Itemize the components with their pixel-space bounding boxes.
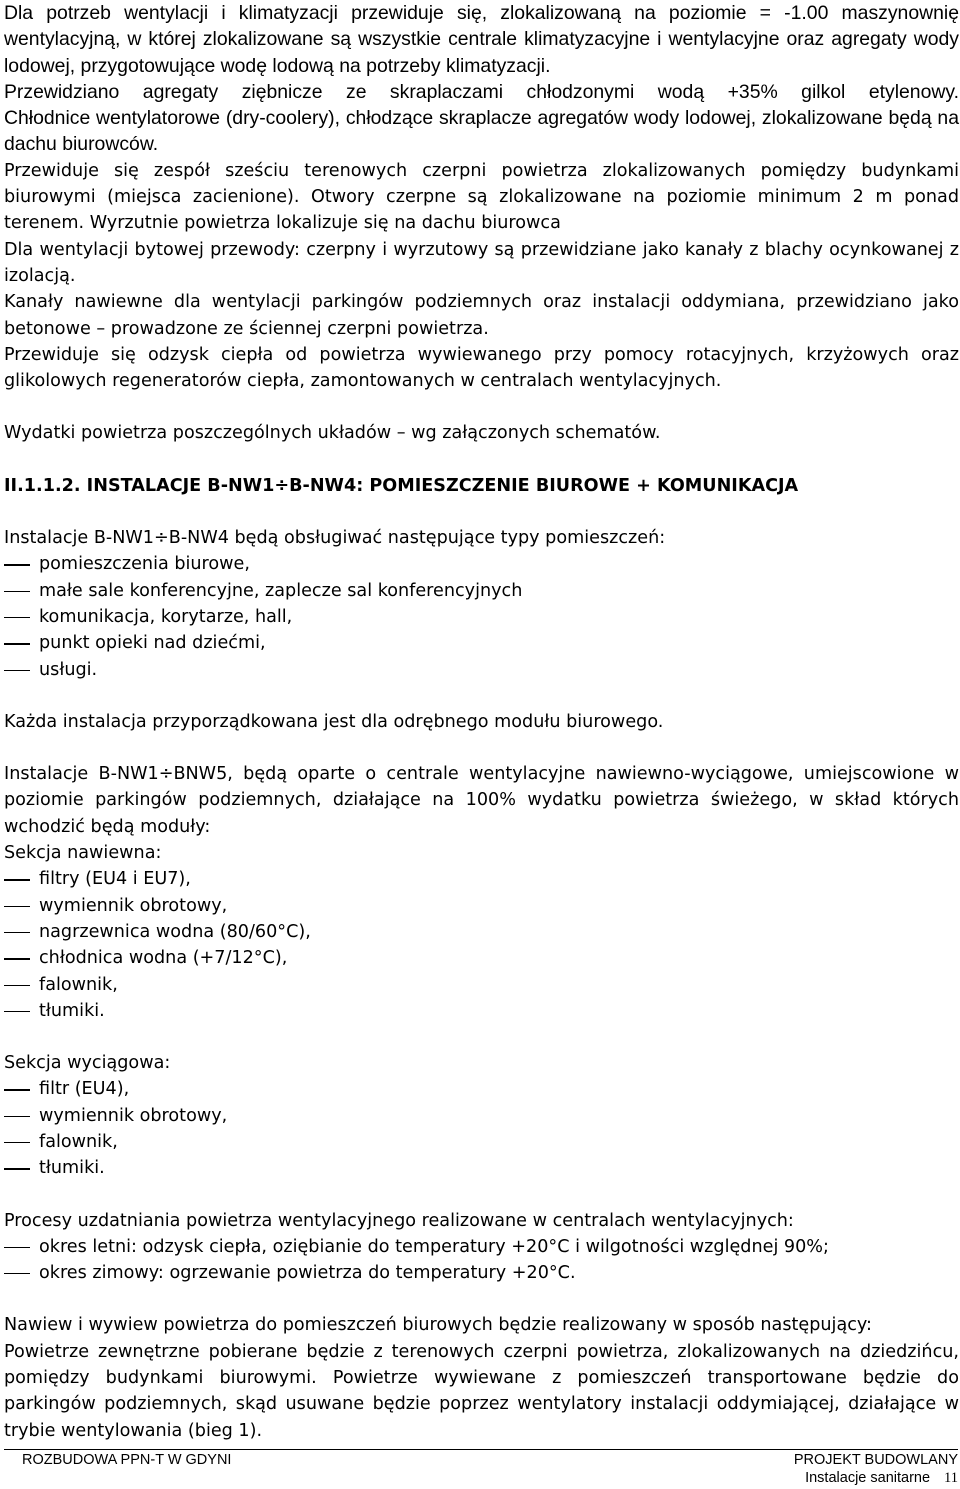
list-item: usługi.	[4, 657, 959, 683]
dash-bullet	[4, 1247, 30, 1248]
list-item: chłodnica wodna (+7/12°C),	[4, 945, 959, 971]
dash-bullet	[4, 879, 30, 880]
paragraph-airflow: Wydatki powietrza poszczególnych układów – wg załączonych schematów.	[4, 423, 661, 444]
spacer	[4, 1182, 959, 1208]
paragraph-chillers: Przewidziano agregaty ziębnicze ze skraplaczami chłodzonymi wodą +35% gilkol etylenowy.	[4, 80, 959, 103]
dash-bullet	[4, 906, 30, 907]
process-intro: Procesy uzdatniania powietrza wentylacyjnego realizowane w centralach wentylacyjnych:	[4, 1210, 794, 1231]
dash-bullet	[4, 643, 30, 644]
spacer	[4, 447, 959, 473]
footer-section-label: Instalacje sanitarne	[805, 1470, 931, 1486]
spacer	[4, 1286, 959, 1312]
paragraph-heat-recovery: Przewiduje się odzysk ciepła od powietrza wywiewanego przy pomocy rotacyjnych, krzyżowych oraz glikolowych regeneratorów ciepła, zamontowanych w centralach wentylacyjnych.	[4, 344, 959, 392]
list-item: wymiennik obrotowy,	[4, 893, 959, 919]
dash-bullet	[4, 1142, 30, 1143]
dash-bullet	[4, 932, 30, 933]
dash-bullet	[4, 1273, 30, 1274]
footer-rule	[4, 1449, 958, 1450]
paragraph-air-intakes: Przewiduje się zespół sześciu terenowych czerpni powietrza zlokalizowanych pomiędzy budynkami biurowymi (miejsca zacienione). Otwory czerpne są zlokalizowane na poziomie minimum 2 m ponad terenem. Wyrzutnie powietrza lokalizuje się na dachu biurowca	[4, 160, 959, 234]
rooms-list	[4, 551, 959, 682]
dash-bullet	[4, 564, 30, 565]
list-item: okres zimowy: ogrzewanie powietrza do temperatury +20°C.	[4, 1260, 959, 1286]
exhaust-list	[4, 1076, 959, 1181]
list-item: okres letni: odzysk ciepła, oziębianie do temperatury +20°C i wilgotności względnej 90%;	[4, 1234, 959, 1260]
list-item: filtr (EU4),	[4, 1076, 959, 1102]
list-item: falownik,	[4, 972, 959, 998]
paragraph-supply-intro: Nawiew i wywiew powietrza do pomieszczeń biurowych będzie realizowany w sposób następujący:	[4, 1315, 872, 1336]
paragraph-engine-room: Dla potrzeb wentylacji i klimatyzacji przewiduje się, zlokalizowaną na poziomie = -1.00 maszynownię wentylacyjną, w której zlokalizowane są wszystkie centrale klimatyzacyjne i wentylacyjne oraz agregaty wody lodowej, przygotowujące wodę lodową na potrzeby klimatyzacji.	[4, 2, 959, 77]
dash-bullet	[4, 958, 30, 959]
document-body	[4, 0, 959, 1444]
paragraph-ducts: Dla wentylacji bytowej przewody: czerpny i wyrzutowy są przewidziane jako kanały z blachy ocynkowanej z izolacją.	[4, 239, 959, 286]
section-heading: II.1.1.2. INSTALACJE B-NW1÷B-NW4: POMIESZCZENIE BIUROWE + KOMUNIKACJA	[4, 475, 799, 496]
process-list	[4, 1234, 959, 1287]
dash-bullet	[4, 670, 30, 671]
list-item: nagrzewnica wodna (80/60°C),	[4, 919, 959, 945]
spacer	[4, 1024, 959, 1050]
dash-bullet	[4, 1011, 30, 1012]
spacer	[4, 735, 959, 761]
footer-document-type: PROJEKT BUDOWLANY	[793, 1452, 958, 1468]
dash-bullet	[4, 1168, 30, 1169]
supply-list	[4, 866, 959, 1024]
list-item: wymiennik obrotowy,	[4, 1103, 959, 1129]
list-item: pomieszczenia biurowe,	[4, 551, 959, 577]
footer-project-name: ROZBUDOWA PPN-T W GDYNI	[22, 1452, 232, 1468]
dash-bullet	[4, 617, 30, 618]
list-item: falownik,	[4, 1129, 959, 1155]
list-item: małe sale konferencyjne, zaplecze sal konferencyjnych	[4, 578, 959, 604]
paragraph-dry-coolers: Chłodnice wentylatorowe (dry-coolery), chłodzące skraplacze agregatów wody lodowej, zlokalizowane będą na dachu biurowców.	[4, 107, 959, 156]
paragraph-parking-ducts: Kanały nawiewne dla wentylacji parkingów podziemnych oraz instalacji oddymiana, przewidziano jako betonowe – prowadzone ze ściennej czerpni powietrza.	[4, 292, 959, 339]
dash-bullet	[4, 1089, 30, 1090]
dash-bullet	[4, 1116, 30, 1117]
list-item: punkt opieki nad dziećmi,	[4, 630, 959, 656]
spacer	[4, 499, 959, 525]
rooms-intro: Instalacje B-NW1÷B-NW4 będą obsługiwać następujące typy pomieszczeń:	[4, 528, 666, 549]
list-item: tłumiki.	[4, 998, 959, 1024]
list-item: filtry (EU4 i EU7),	[4, 866, 959, 892]
exhaust-section-title: Sekcja wyciągowa:	[4, 1053, 171, 1074]
dash-bullet	[4, 985, 30, 986]
list-item: komunikacja, korytarze, hall,	[4, 604, 959, 630]
footer-section	[805, 1470, 958, 1487]
spacer	[4, 394, 959, 420]
dash-bullet	[4, 591, 30, 592]
paragraph-module: Każda instalacja przyporządkowana jest dla odrębnego modułu biurowego.	[4, 711, 664, 732]
list-item: tłumiki.	[4, 1155, 959, 1181]
paragraph-units: Instalacje B-NW1÷BNW5, będą oparte o centrale wentylacyjne nawiewno-wyciągowe, umiejscowione w poziomie parkingów podziemnych, działające na 100% wydatku powietrza świeżego, w skład których wchodzić będą moduły:	[4, 764, 959, 837]
spacer	[4, 683, 959, 709]
page-number: 11	[944, 1470, 958, 1486]
paragraph-supply-details: Powietrze zewnętrzne pobierane będzie z terenowych czerpni powietrza, zlokalizowanych na dziedzińcu, pomiędzy budynkami biurowymi. Powietrze wywiewane z pomieszczeń transportowane będzie do parkingów podziemnych, skąd usuwane będzie poprzez wentylatory instalacji oddymiającej, działające w trybie wentylowania (bieg 1).	[4, 1341, 959, 1441]
supply-section-title: Sekcja nawiewna:	[4, 843, 162, 864]
